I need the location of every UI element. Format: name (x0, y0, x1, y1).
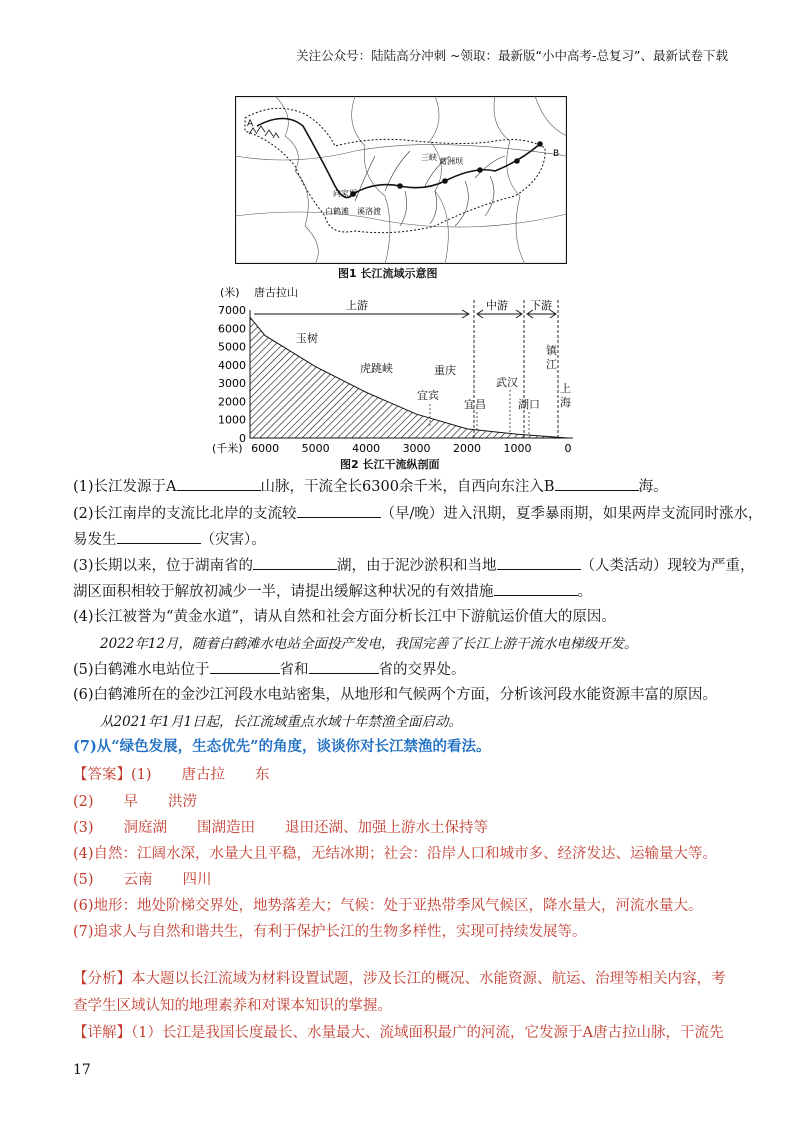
x-tick-label: 0 (564, 442, 572, 455)
y-tick-label: 6000 (218, 322, 246, 336)
x-tick-label: 5000 (301, 442, 330, 455)
answer-5: (5) 云南 四川 (73, 872, 212, 888)
place-yibin: 宜宾 (417, 389, 439, 402)
answer-blank[interactable] (555, 476, 639, 491)
label-gezhouba: 葛洲坝 (439, 157, 463, 166)
answer-blank[interactable] (309, 659, 379, 674)
question-5: (5)白鹤滩水电站位于 省和 省的交界处。 (73, 659, 466, 680)
y-tick-label: 7000 (218, 304, 246, 317)
figure1-caption: 图1 长江流域示意图 (338, 267, 438, 280)
analysis-paragraph: 【分析】本大题以长江流域为材料设置试题，涉及长江的概况、水能资源、航运、治理等相关内容，考查学生区域认知的地理素养和对课本知识的掌握。 (73, 971, 726, 1014)
answer-blank[interactable] (117, 529, 201, 544)
label-a: A (247, 119, 254, 129)
y-unit: (米) (220, 286, 240, 299)
y-tick-label: 5000 (218, 340, 246, 354)
answer-2: (2) 早 洪涝 (73, 794, 198, 810)
page-number: 17 (73, 1062, 91, 1078)
x-tick-label: 4000 (352, 442, 381, 455)
label-baihetan: 白鹤滩 (325, 207, 349, 216)
place-yushu: 玉树 (296, 332, 318, 345)
answer-6: (6)地形：地处阶梯交界处，地势落差大；气候：处于亚热带季风气候区，降水量大，河流水量大。 (73, 898, 703, 914)
answer-3: (3) 洞庭湖 围湖造田 退田还湖、加强上游水土保持等 (73, 820, 489, 836)
question-4: (4)长江被誉为“黄金水道”，请从自然和社会方面分析长江中下游航运价值大的原因。 (73, 609, 616, 625)
label-xiangjiaba: 向家坝 (333, 189, 357, 198)
label-b: B (553, 149, 560, 159)
section-middle: 中游 (486, 299, 508, 312)
section-upper: 上游 (346, 299, 368, 312)
label-sanxia: 三峡 (421, 153, 437, 162)
place-hutiaoxia: 虎跳峡 (360, 362, 393, 375)
material-1: 2022年12月，随着白鹤滩水电站全面投产发电，我国完善了长江上游干流水电梯级开发。 (100, 636, 638, 652)
place-zhenjiang-2: 江 (546, 358, 557, 371)
answer-4: (4)自然：江阔水深，水量大且平稳，无结冰期；社会：沿岸人口和城市多、经济发达、运输量大等。 (73, 846, 718, 862)
answer-1: 【答案】(1) 唐古拉 东 (73, 767, 270, 783)
y-tick-label: 3000 (218, 377, 246, 391)
answer-blank[interactable] (210, 659, 280, 674)
answer-blank[interactable] (253, 555, 337, 570)
label-xiluodu: 溪洛渡 (357, 207, 381, 216)
place-shanghai-1: 上 (560, 382, 571, 395)
question-2: (2)长江南岸的支流比北岸的支流较 （早/晚）进入汛期，夏季暴雨期，如果两岸支流同时涨水， (73, 503, 762, 524)
section-lower: 下游 (530, 299, 552, 312)
x-tick-label: 1000 (503, 442, 532, 455)
question-6: (6)白鹤滩所在的金沙江河段水电站密集，从地形和气候两个方面，分析该河段水能资源丰富的原因。 (73, 687, 718, 703)
place-wuhan: 武汉 (496, 376, 518, 389)
answer-blank[interactable] (494, 581, 578, 596)
x-unit: (千米) (212, 442, 243, 455)
answer-blank[interactable] (297, 503, 381, 518)
question-3: (3)长期以来，位于湖南省的 湖，由于泥沙淤积和当地 （人类活动）现较为严重， (73, 555, 755, 576)
place-shanghai-2: 海 (560, 396, 571, 409)
detail-paragraph: 【详解】（1）长江是我国长度最长、水量最大、流域面积最广的河流，它发源于A唐古拉山脉，干流先 (73, 1025, 724, 1041)
answer-7: (7)追求人与自然和谐共生，有利于保护长江的生物多样性，实现可持续发展等。 (73, 924, 587, 940)
question-2-cont: 易发生 （灾害）。 (73, 529, 266, 550)
y-tick-label: 0 (239, 432, 246, 445)
question-7: (7)从“绿色发展，生态优先”的角度，谈谈你对长江禁渔的看法。 (73, 738, 491, 755)
x-tick-label: 3000 (402, 442, 431, 455)
place-yichang: 宜昌 (464, 398, 486, 411)
x-tick-label: 2000 (453, 442, 482, 455)
material-2: 从2021年1月1日起，长江流域重点水域十年禁渔全面启动。 (100, 714, 463, 730)
source-label: 唐古拉山 (254, 286, 298, 299)
figure2-caption: 图2 长江干流纵剖面 (340, 458, 440, 471)
place-chongqing: 重庆 (434, 364, 456, 377)
profile-chart (198, 280, 588, 470)
answer-blank[interactable] (497, 555, 581, 570)
basin-map (235, 96, 567, 264)
page-header: 关注公众号：陆陆高分冲刺 ~领取：最新版“小中高考-总复习”、最新试卷下载 (296, 48, 728, 63)
place-hukou: 湖口 (518, 398, 540, 411)
place-zhenjiang-1: 镇 (546, 344, 557, 357)
y-tick-label: 2000 (218, 395, 246, 409)
question-3-cont: 湖区面积相较于解放初减少一半，请提出缓解这种状况的有效措施 。 (73, 581, 592, 602)
question-1: (1)长江发源于A 山脉，干流全长6300余千米，自西向东注入B 海。 (73, 476, 668, 497)
x-tick-label: 6000 (251, 442, 280, 455)
answer-blank[interactable] (177, 476, 261, 491)
y-tick-label: 4000 (218, 358, 246, 372)
y-tick-label: 1000 (218, 413, 246, 427)
